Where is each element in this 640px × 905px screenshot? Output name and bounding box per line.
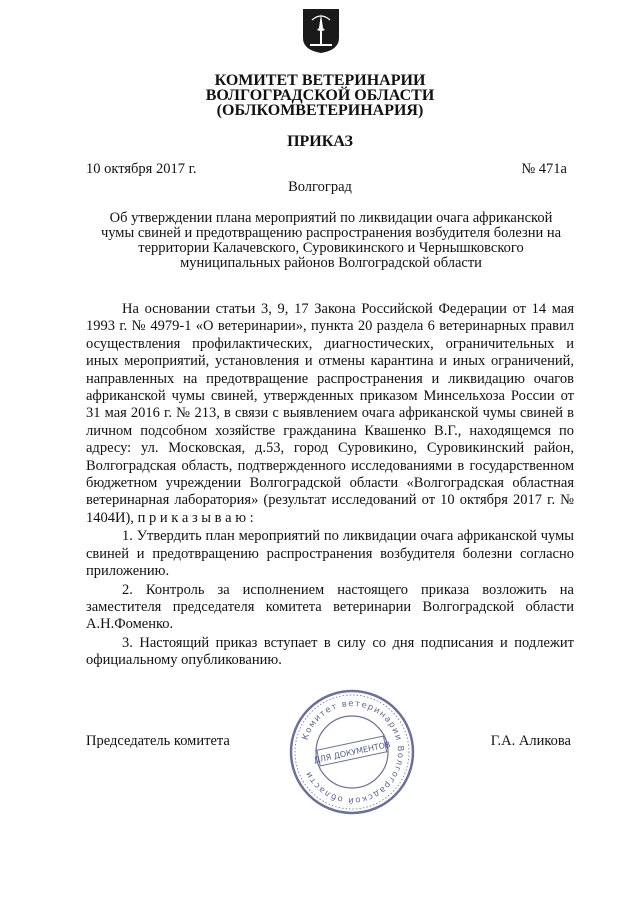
document-type: ПРИКАЗ — [287, 133, 353, 150]
document-date: 10 октября 2017 г. — [86, 161, 197, 177]
org-line-2: ВОЛГОГРАДСКОЙ ОБЛАСТИ — [205, 87, 435, 104]
subject-line-3: территории Калачевского, Суровикинского и Чернышковского — [138, 240, 524, 256]
document-number: № 471а — [521, 161, 567, 177]
document-body — [86, 301, 574, 670]
document-subject — [88, 211, 574, 271]
item-3: 3. Настоящий приказ вступает в силу со дня подписания и подлежит официальному опубликованию. — [86, 634, 574, 669]
official-stamp — [288, 688, 416, 816]
item-1: 1. Утвердить план мероприятий по ликвидации очага африканской чумы свиней и предотвращению распространения возбудителя болезни согласно приложению. — [86, 528, 574, 580]
org-line-3: (ОБЛКОМВЕТЕРИНАРИЯ) — [216, 102, 424, 119]
item-2: 2. Контроль за исполнением настоящего приказа возложить на заместителя председателя комитета ветеринарии Волгоградской области А.Н.Фоменко. — [86, 581, 574, 633]
subject-line-2: чумы свиней и предотвращению распространения возбудителя болезни на — [100, 225, 562, 241]
subject-line-4: муниципальных районов Волгоградской области — [180, 255, 482, 271]
organization-name — [0, 73, 640, 118]
coat-of-arms-icon — [302, 8, 340, 54]
order-word: п р и к а з ы в а ю : — [137, 509, 254, 526]
stamp-center-text: ДЛЯ ДОКУМЕНТОВ — [312, 739, 392, 766]
subject-line-1: Об утверждении плана мероприятий по ликвидации очага африканской — [109, 210, 553, 226]
document-city: Волгоград — [288, 179, 352, 195]
signatory-name: Г.А. Аликова — [490, 733, 571, 749]
intro-paragraph — [86, 301, 574, 527]
stamp-ring-text: Комитет ветеринарии Волгоградской области — [300, 698, 406, 806]
signatory-position: Председатель комитета — [86, 733, 230, 749]
org-line-1: КОМИТЕТ ВЕТЕРИНАРИИ — [214, 72, 426, 89]
intro-text: На основании статьи 3, 9, 17 Закона Российской Федерации от 14 мая 1993 г. № 4979-1 «О ветеринарии», пункта 20 раздела 6 ветеринарных правил осуществления профилактических, диагностических, ограничительных и иных мероприятий, установления и отмены карантина и иных ограничений, направленных на предотвращение распространения и ликвидацию очагов африканской чумы свиней, утвержденных приказом Минсельхоза России от 31 мая 2016 г. № 213, в связи с выявлением очага африканской чумы свиней в личном подсобном хозяйстве гражданина Квашенко В.Г., находящемся по адресу: ул. Московская, д.53, город Суровикино, Суровикинский район, Волгоградская область, подтвержденного исследованиями в государственном бюджетном учреждении Волгоградской области «Волгоградская областная ветеринарная лаборатория» (результат исследований от 10 октября 2017 г. № 1404И), — [86, 301, 574, 526]
